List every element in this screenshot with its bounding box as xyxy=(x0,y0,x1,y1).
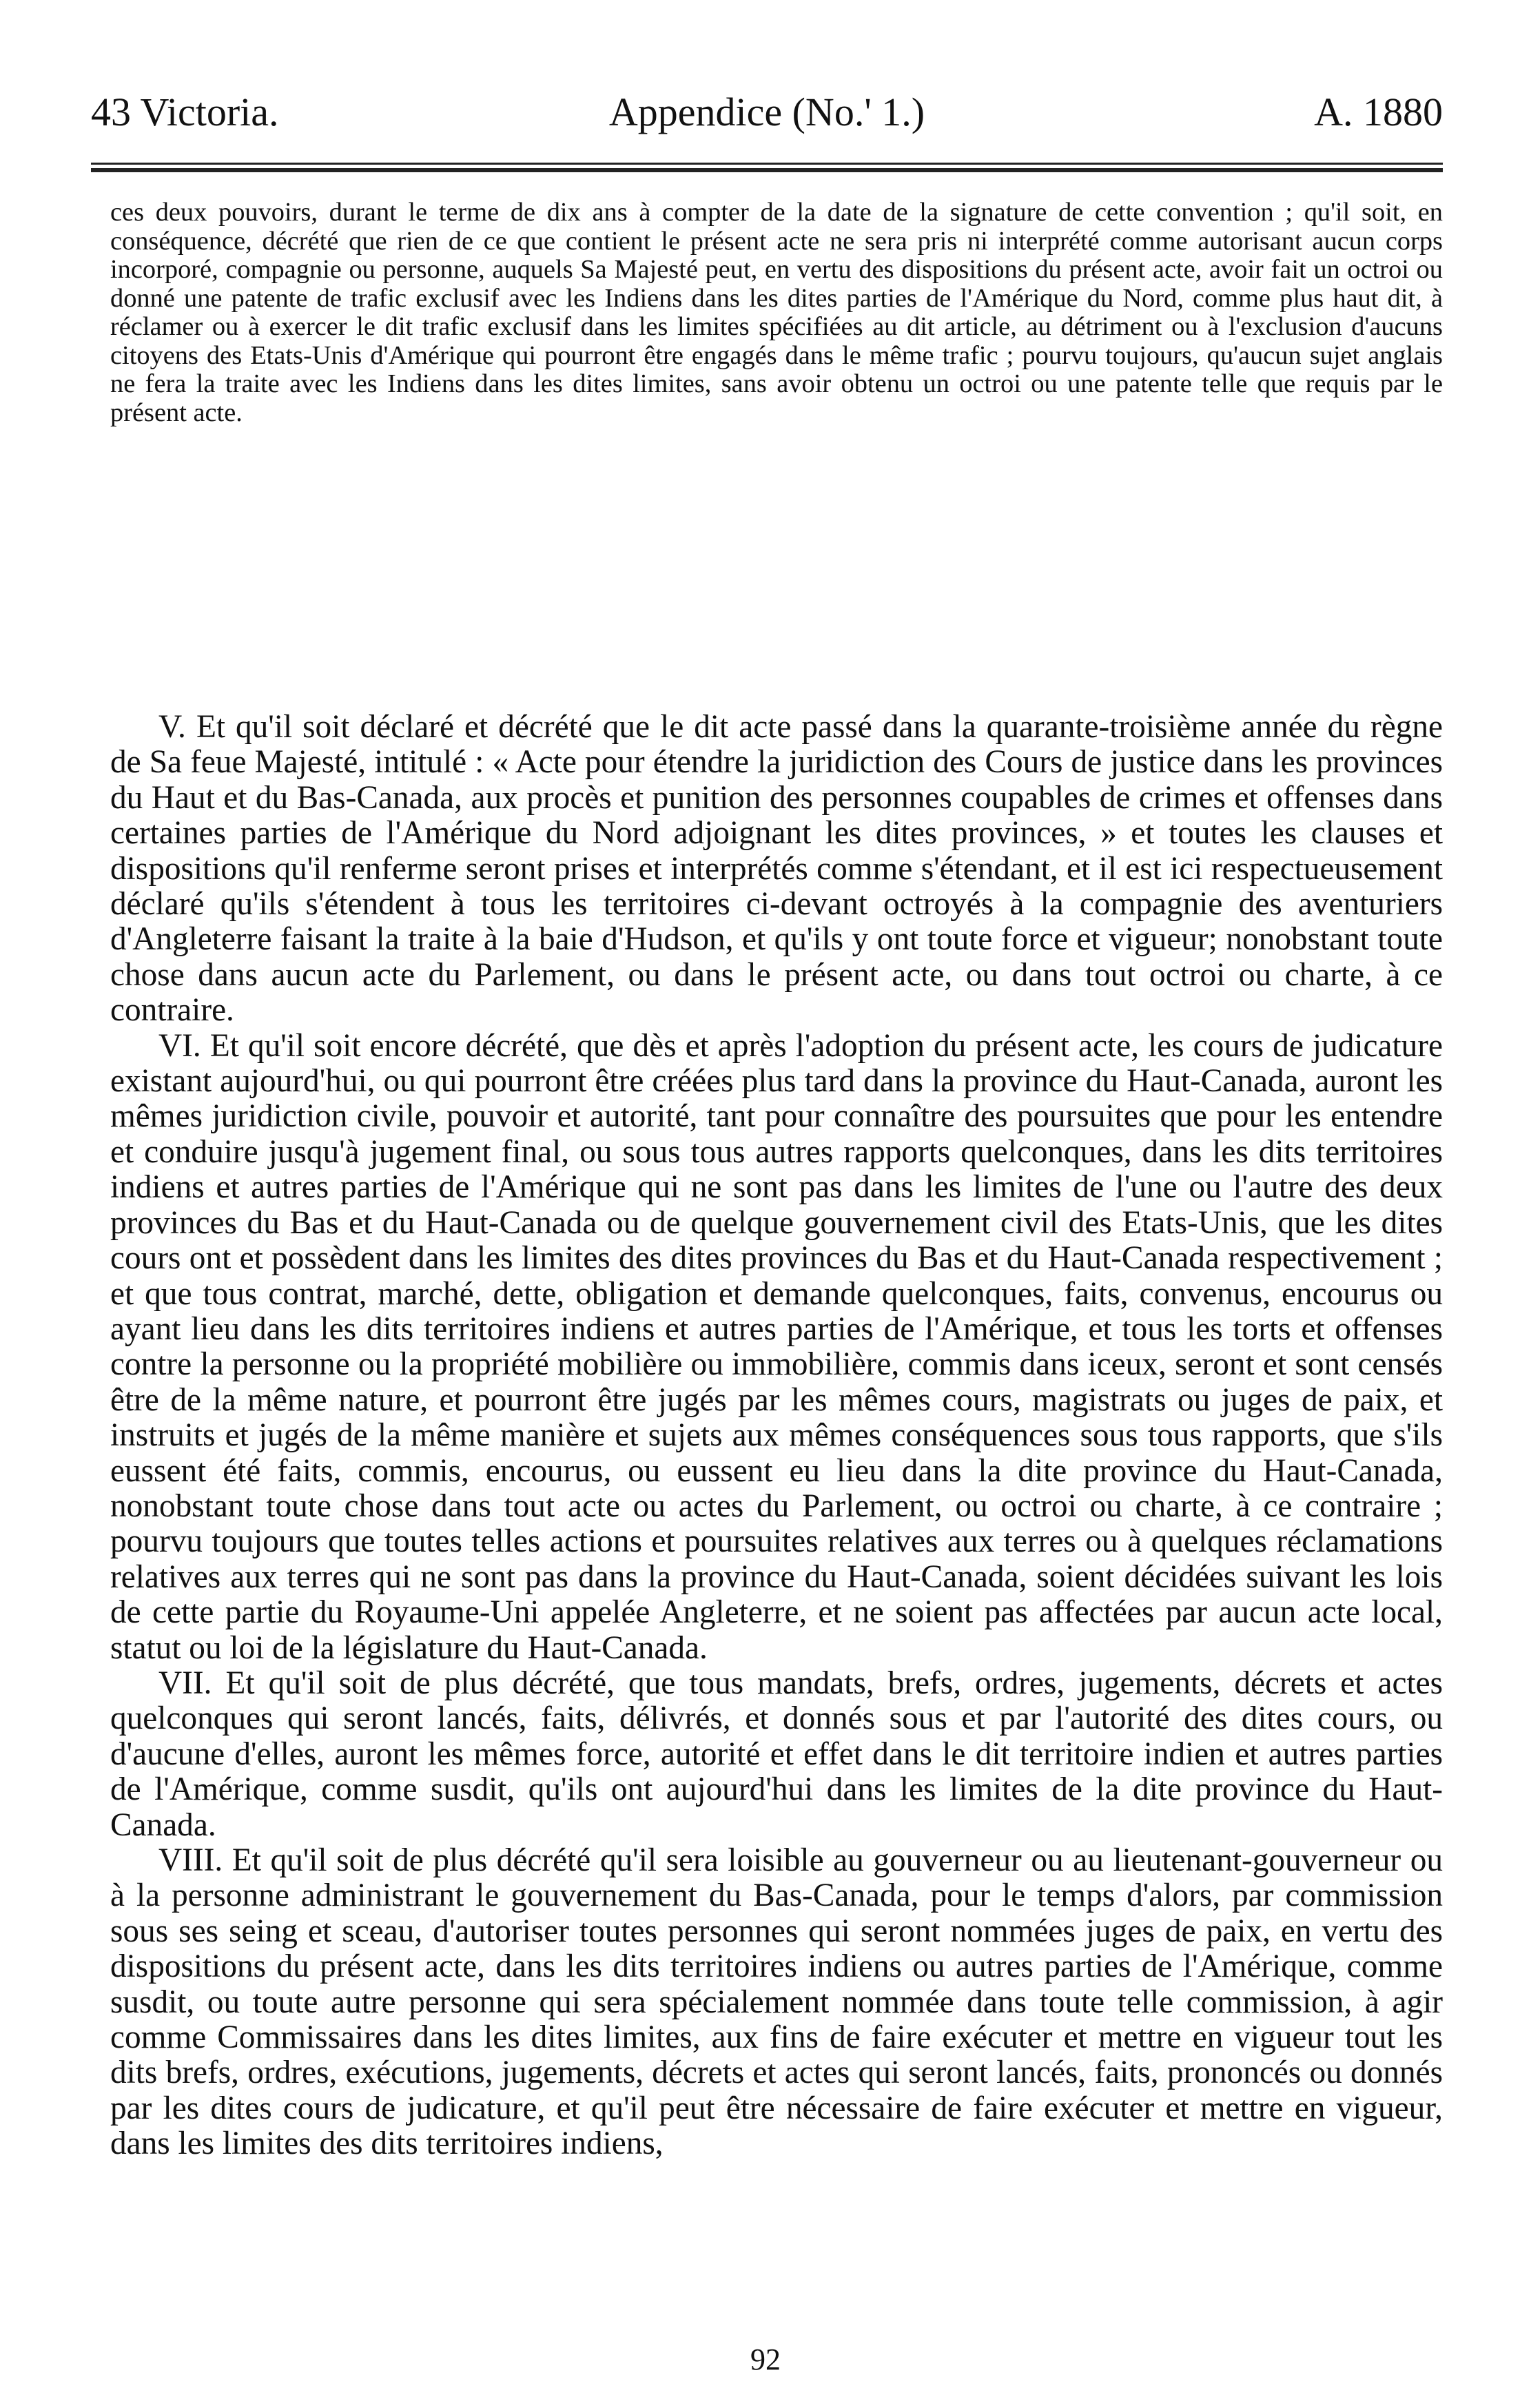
main-body xyxy=(110,710,1443,2162)
header-volume: 43 Victoria. xyxy=(91,90,279,134)
section-text: Et qu'il soit de plus décrété, que tous mandats, brefs, ordres, jugements, décrets et actes quelconques qui seront lancés, faits, délivrés, et donnés sous et par l'autorité des dites cours, ou d'aucune d'elles, auront les mêmes force, autorité et effet dans le dit territoire indien et autres parties de l'Amérique, comme susdit, qu'ils ont aujourd'hui dans les limites de la dite province du Haut-Canada. xyxy=(110,1665,1443,1843)
section-number: VIII. xyxy=(158,1842,223,1878)
page-number: 92 xyxy=(750,2343,781,2376)
section-number: V. xyxy=(158,709,186,745)
section-text: Et qu'il soit déclaré et décrété que le dit acte passé dans la quarante-troisième année du règne de Sa feue Majesté, intitulé : « Acte pour étendre la juridiction des Cours de justice dans les provinces du Haut et du Bas-Canada, aux procès et punition des personnes coupables de crimes et offenses dans certaines parties de l'Amérique du Nord adjoignant les dites provinces, » et toutes les clauses et dispositions qu'il renferme seront prises et interprétés comme s'étendant, et il est ici respectueusement déclaré qu'ils s'étendent à tous les territoires ci-devant octroyés à la compagnie des aventuriers d'Angleterre faisant la traite à la baie d'Hudson, et qu'ils y ont toute force et vigueur; nonobstant toute chose dans aucun acte du Parlement, ou dans le présent acte, ou dans tout octroi ou charte, à ce contraire. xyxy=(110,709,1443,1029)
section-6 xyxy=(110,1029,1443,1666)
section-8 xyxy=(110,1843,1443,2162)
section-number: VII. xyxy=(158,1665,212,1701)
opening-paragraph: ces deux pouvoirs, durant le terme de dix ans à compter de la date de la signature de cette convention ; qu'il soit, en conséquence, décrété que rien de ce que contient le présent acte ne sera pris ni interprété comme autorisant aucun corps incorporé, compagnie ou personne, auquels Sa Majesté peut, en vertu des dispositions du présent acte, avoir fait un octroi ou donné une patente de trafic exclusif avec les Indiens dans les dites parties de l'Amérique du Nord, comme plus haut dit, à réclamer ou à exercer le dit trafic exclusif dans les limites spécifiées au dit article, au détriment ou à l'exclusion d'aucuns citoyens des Etats-Unis d'Amérique qui pourront être engagés dans le même trafic ; pourvu toujours, qu'aucun sujet anglais ne fera la traite avec les Indiens dans les dites limites, sans avoir obtenu un octroi ou une patente telle que requis par le présent acte. xyxy=(110,198,1443,427)
section-text: Et qu'il soit de plus décrété qu'il sera loisible au gouverneur ou au lieutenant-gouverneur ou à la personne administrant le gouvernement du Bas-Canada, pour le temps d'alors, par commission sous ses seing et sceau, d'autoriser toutes personnes qui seront nommées juges de paix, en vertu des dispositions du présent acte, dans les dits territoires indiens ou autres parties de l'Amérique, comme susdit, ou toute autre personne qui sera spécialement nommée dans toute telle commission, à agir comme Commissaires dans les dites limites, aux fins de faire exécuter et mettre en vigueur tout les dits brefs, ordres, exécutions, jugements, décrets et actes qui seront lancés, faits, prononcés ou donnés par les dites cours de judicature, et qu'il peut être nécessaire de faire exécuter et mettre en vigueur, dans les limites des dits territoires indiens, xyxy=(110,1842,1443,2162)
running-header xyxy=(91,81,1443,143)
header-appendix: Appendice (No.' 1.) xyxy=(608,90,925,134)
section-5 xyxy=(110,710,1443,1029)
section-text: Et qu'il soit encore décrété, que dès et après l'adoption du présent acte, les cours de judicature existant aujourd'hui, ou qui pourront être créées plus tard dans la province du Haut-Canada, auront les mêmes juridiction civile, pouvoir et autorité, tant pour connaître des poursuites que pour les entendre et conduire jusqu'à jugement final, ou sous tous autres rapports quelconques, dans les dits territoires indiens et autres parties de l'Amérique qui ne sont pas dans les limites de l'une ou l'autre des deux provinces du Bas et du Haut-Canada ou de quelque gouvernement civil des Etats-Unis, que les dites cours ont et possèdent dans les limites des dites provinces du Bas et du Haut-Canada respectivement ; et que tous contrat, marché, dette, obligation et demande quelconques, faits, convenus, encourus ou ayant lieu dans les dits territoires indiens et autres parties de l'Amérique, et tous les torts et offenses contre la personne ou la propriété mobilière ou immobilière, commis dans iceux, seront et sont censés être de la même nature, et pourront être jugés par les mêmes cours, magistrats ou juges de paix, et instruits et jugés de la même manière et sujets aux mêmes conséquences sous tous rapports, que s'ils eussent été faits, commis, encourus, ou eussent eu lieu dans la dite province du Haut-Canada, nonobstant toute chose dans tout acte ou actes du Parlement, ou octroi ou charte, à ce contraire ; pourvu toujours que toutes telles actions et poursuites relatives aux terres ou à quelques réclamations relatives aux terres qui ne sont pas dans la province du Haut-Canada, soient décidées suivant les lois de cette partie du Royaume-Uni appelée Angleterre, et ne soient pas affectées par aucun acte local, statut ou loi de la législature du Haut-Canada. xyxy=(110,1027,1443,1666)
section-number: VI. xyxy=(158,1027,201,1064)
header-double-rule xyxy=(91,163,1443,172)
header-year: A. 1880 xyxy=(1314,90,1443,134)
section-7 xyxy=(110,1666,1443,1843)
